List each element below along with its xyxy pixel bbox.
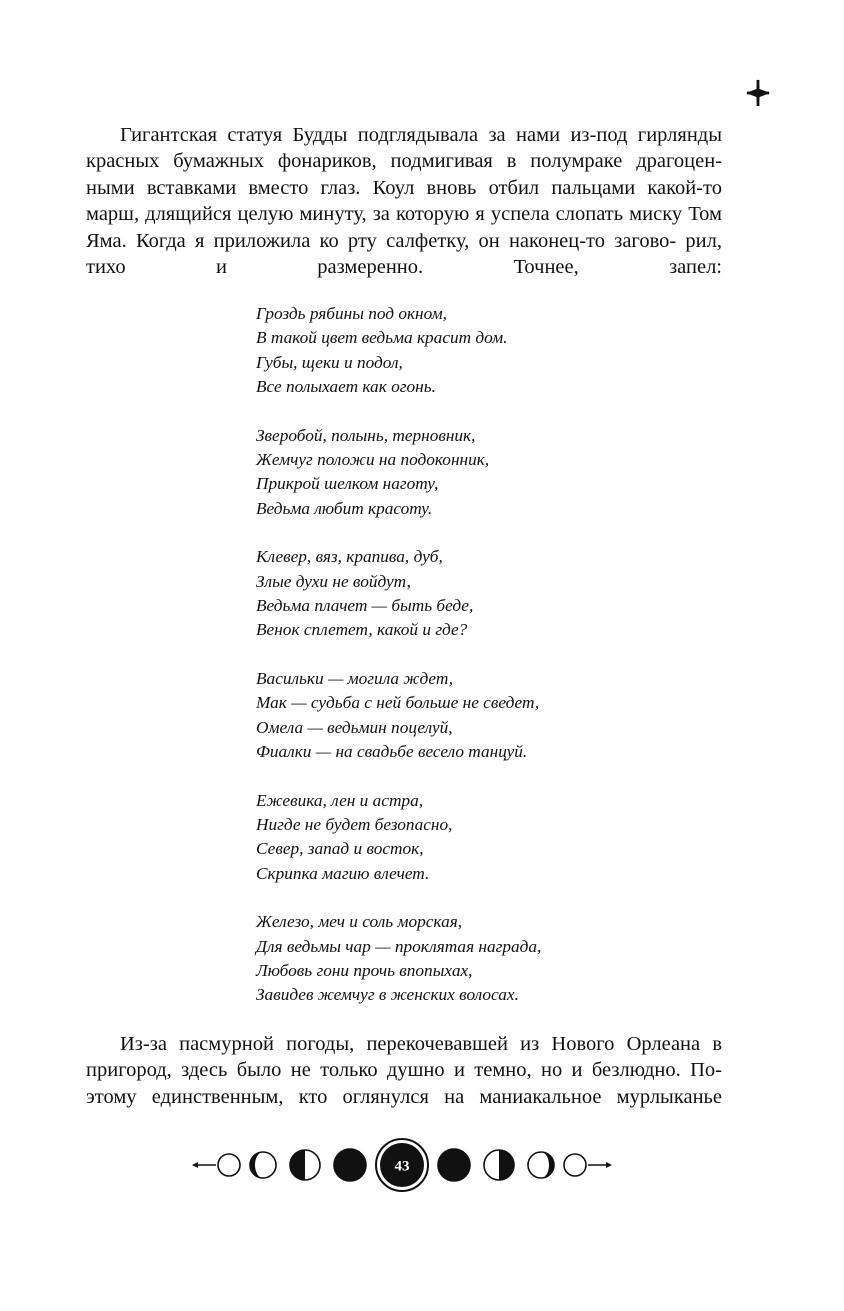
poem-line: Все полыхает как огонь. [256, 377, 436, 397]
poem-line: Злые духи не войдут, [256, 571, 411, 591]
poem-line: Ведьма плачет — быть беде, [256, 596, 474, 616]
poem-line: Венок сплетет, какой и где? [256, 620, 468, 640]
poem-stanza [256, 302, 676, 400]
poem-stanza [256, 910, 676, 1008]
paragraph-top: Гигантская статуя Будды подглядывала за нами из-под гирлянды красных бумажных фонариков, подмигивая в полумраке драгоцен- ными вставками вместо глаз. Коул вновь отбил пальцами какой-то марш, длящийся целую минуту, за которую я успела слопать миску Том Яма. Когда я приложила ко рту салфетку, он наконец-то загово- рил, тихо и размеренно. Точнее, запел: [86, 124, 723, 279]
poem-line: Прикрой шелком наготу, [256, 474, 439, 494]
poem-line: Мак — судьба с ней больше не сведет, [256, 693, 540, 713]
cross-ornament-icon [744, 78, 772, 108]
poem-line: Омела — ведьмин поцелуй, [256, 717, 453, 737]
page-number: 43 [394, 1158, 410, 1175]
poem-line: Ведьма любит красоту. [256, 498, 433, 518]
poem-stanza [256, 545, 676, 643]
poem-stanza [256, 424, 676, 522]
poem-line: Васильки — могила ждет, [256, 668, 454, 688]
poem-line: Нигде не будет безопасно, [256, 814, 453, 834]
poem-line: Гроздь рябины под окном, [256, 304, 447, 323]
poem-line: В такой цвет ведьма красит дом. [256, 328, 508, 348]
poem-line: Железо, меч и соль морская, [256, 912, 463, 932]
poem-line: Любовь гони прочь впопыхах, [256, 960, 473, 980]
poem-line: Для ведьмы чар — проклятая награда, [256, 936, 542, 956]
poem [256, 302, 676, 1032]
page-footer [190, 1136, 614, 1194]
paragraph-bottom: Из-за пасмурной погоды, перекочевавшей из Нового Орлеана в пригород, здесь было не только душно и темно, но и безлюдно. По- этому единственным, кто оглянулся на маниакальное мурлыканье [86, 1033, 723, 1108]
poem-line: Ежевика, лен и астра, [256, 790, 424, 810]
poem-stanza [256, 789, 676, 887]
poem-line: Жемчуг положи на подоконник, [256, 450, 490, 470]
poem-line: Зверобой, полынь, терновник, [256, 425, 476, 445]
poem-line: Север, запад и восток, [256, 839, 424, 859]
poem-line: Завидев жемчуг в женских волосах. [256, 985, 519, 1005]
poem-stanza [256, 667, 676, 765]
poem-line: Скрипка магию влечет. [256, 863, 430, 883]
poem-line: Клевер, вяз, крапива, дуб, [256, 547, 443, 567]
poem-line: Губы, щеки и подол, [256, 352, 403, 372]
poem-line: Фиалки — на свадьбе весело танцуй. [256, 742, 528, 762]
